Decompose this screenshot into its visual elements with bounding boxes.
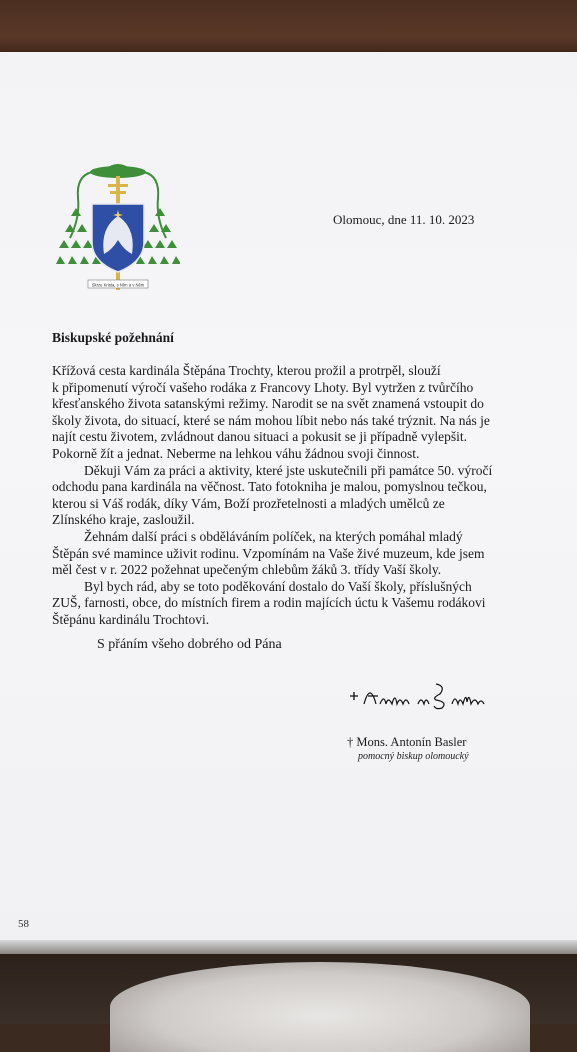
letter-line: k připomenutí výročí vašeho rodáka z Francovy Lhoty. Byl vytržen z tvůrčího	[52, 379, 474, 395]
letter-line: Byl bych rád, aby se toto poděkování dostalo do Vaší školy, příslušných	[84, 578, 472, 594]
wooden-surface-top	[0, 0, 577, 60]
letter-line: ZUŠ, farnosti, obce, do místních firem a rodin majících úctu k Vašemu rodákovi	[52, 595, 486, 611]
page-number: 58	[18, 918, 29, 930]
letter-line: Žehnám další práci s obděláváním políček, na kterých pomáhal mladý	[84, 528, 463, 544]
letter-line: měl čest v r. 2022 požehnat upečeným chlebům žáků 3. třídy Vaší školy.	[52, 562, 442, 578]
letter-body	[52, 363, 512, 629]
letter-title: Biskupské požehnání	[52, 330, 174, 345]
letter-greeting: S přáním všeho dobrého od Pána	[97, 637, 282, 652]
letter-line: Štěpánu kardinálu Trochtovi.	[52, 611, 210, 627]
episcopal-coat-of-arms-icon	[56, 158, 180, 304]
signer-title: pomocný biskup olomoucký	[358, 751, 469, 762]
fabric-background	[110, 962, 530, 1052]
letter-line: Zlínského kraje, zasloužil.	[52, 512, 195, 528]
page-edge	[0, 940, 577, 954]
letter-line: odchodu pana kardinála na věčnost. Tato fotokniha je malou, pomyslnou tečkou,	[52, 479, 487, 495]
letter-date: Olomouc, dne 11. 10. 2023	[333, 212, 475, 227]
letter-line: Štěpán své mamince uživit rodinu. Vzpomínám na Vaše živé muzeum, kde jsem	[52, 545, 485, 561]
letter-line: Pokorně žít a jednat. Neberme na lehkou váhu žádnou svoji činnost.	[52, 445, 420, 461]
letter-line: Křížová cesta kardinála Štěpána Trochty, kterou prožil a protrpěl, slouží	[52, 363, 441, 378]
letter-line: najít cestu životem, zvládnout danou situaci a pokusit se ji případně vylepšit.	[52, 429, 468, 445]
letter-line: Děkuji Vám za práci a aktivity, které jste uskutečnili při památce 50. výročí	[84, 462, 493, 478]
letter-line: školy života, do situací, které se nám mohou líbit nebo nás také trýznit. Na nás je	[52, 412, 490, 428]
letter-line: kterou si Váš rodák, díky Vám, Boží prozřetelnosti a mladých umělců ze	[52, 495, 445, 511]
crest-motto: Skrze Krista, s Ním a v Něm	[91, 282, 145, 288]
letter-line: křesťanského života satanskými režimy. Narodit se na svět znamená vstoupit do	[52, 396, 484, 412]
signer-name: † Mons. Antonín Basler	[347, 735, 467, 749]
handwritten-signature	[346, 678, 506, 712]
